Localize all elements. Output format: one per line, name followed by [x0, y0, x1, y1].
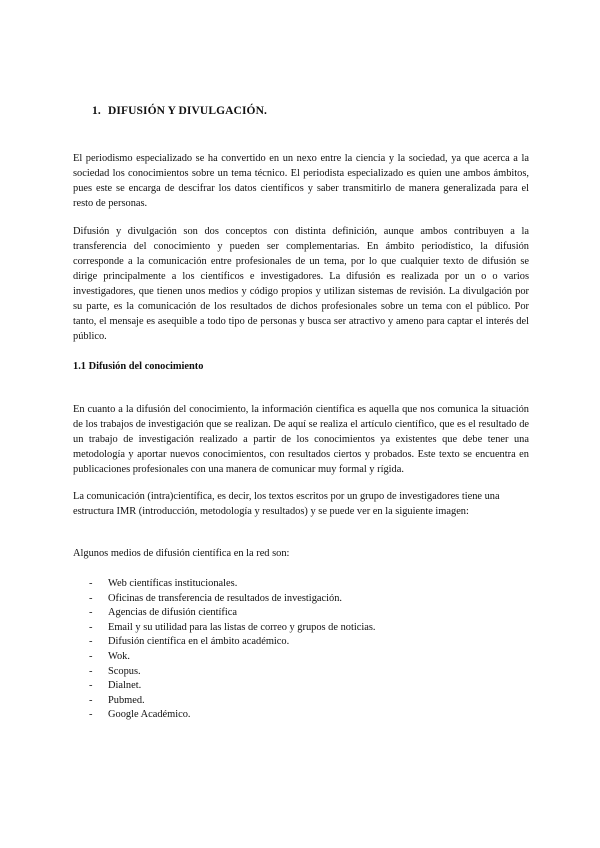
list-item — [73, 634, 529, 649]
section-heading — [92, 104, 267, 119]
paragraph-difusion: En cuanto a la difusión del conocimiento, la información científica es aquella que nos comunica la situación de los trabajos de investigación que se realizan. De aquí se realiza el artículo científico, que es el resultado de un trabajo de investigación realizado a partir de los conocimientos ya existentes que debe tener una metodología y aportar nuevos conocimientos, con resultados ciertos y probados. Este texto se encuentra en publicaciones profesionales con una manera de comunicar muy formal y rígida. — [73, 404, 529, 475]
list-item-text: Scopus. — [108, 665, 141, 677]
section-number: 1. — [92, 105, 101, 117]
list-item — [73, 591, 529, 606]
list-item-text: Web científicas institucionales. — [108, 578, 238, 589]
list-item — [73, 678, 529, 693]
list-item — [73, 576, 529, 591]
paragraph-imr: La comunicación (intra)científica, es decir, los textos escritos por un grupo de investigadores tiene una estructura IMR (introducción, metodología y resultados) y se puede ver en la siguiente imagen: — [73, 491, 500, 517]
list-item — [73, 620, 529, 635]
subsection-heading: 1.1 Difusión del conocimiento — [73, 361, 204, 372]
list-item — [73, 664, 529, 679]
list-marker: - — [89, 592, 93, 604]
list-item-text: Agencias de difusión científica — [108, 607, 237, 619]
list-marker: - — [89, 650, 93, 662]
paragraph-intro: El periodismo especializado se ha convertido en un nexo entre la ciencia y la sociedad, ya que acerca a la sociedad los conocimientos sobre un tema técnico. El periodista especializado es quien une ambos ámbitos, pues este se encarga de descifrar los datos científicos y saber transmitirlo de manera generalizada para el resto de personas. — [73, 153, 529, 209]
list-marker: - — [89, 694, 93, 706]
list-item-text: Difusión científica en el ámbito académico. — [108, 636, 290, 648]
list-marker: - — [89, 621, 93, 633]
list-item-text: Dialnet. — [108, 680, 142, 692]
media-list — [73, 576, 529, 722]
list-item-text: Pubmed. — [108, 694, 145, 706]
list-item-text: Email y su utilidad para las listas de correo y grupos de noticias. — [108, 621, 376, 633]
list-marker: - — [89, 636, 93, 648]
list-item — [73, 707, 529, 722]
list-marker: - — [89, 578, 93, 589]
section-title: DIFUSIÓN Y DIVULGACIÓN. — [108, 105, 267, 117]
paragraph-definitions: Difusión y divulgación son dos conceptos con distinta definición, aunque ambos contribuyen a la transferencia del conocimiento y pueden ser complementarias. En ámbito periodístico, la difusión corresponde a la comunicación entre profesionales de un tema, por lo que cualquier texto de difusión se dirige principalmente a los científicos e investigadores. La difusión es realizada por un o o varios investigadores, que tienen unos medios y código propios y utilizan sistemas de revisión. La divulgación por su parte, es la comunicación de los resultados de dichos profesionales sobre un tema con el público. Por tanto, el mensaje es asequible a todo tipo de personas y busca ser atractivo y ameno para captar el interés del público. — [73, 226, 529, 342]
list-marker: - — [89, 680, 93, 692]
list-marker: - — [89, 607, 93, 619]
list-item-text: Google Académico. — [108, 709, 191, 721]
list-item — [73, 693, 529, 708]
list-item — [73, 649, 529, 664]
list-item — [73, 605, 529, 620]
list-item-text: Wok. — [108, 650, 130, 662]
paragraph-list-intro: Algunos medios de difusión científica en la red son: — [73, 548, 290, 559]
list-item-text: Oficinas de transferencia de resultados de investigación. — [108, 592, 342, 604]
list-marker: - — [89, 709, 93, 721]
list-marker: - — [89, 665, 93, 677]
